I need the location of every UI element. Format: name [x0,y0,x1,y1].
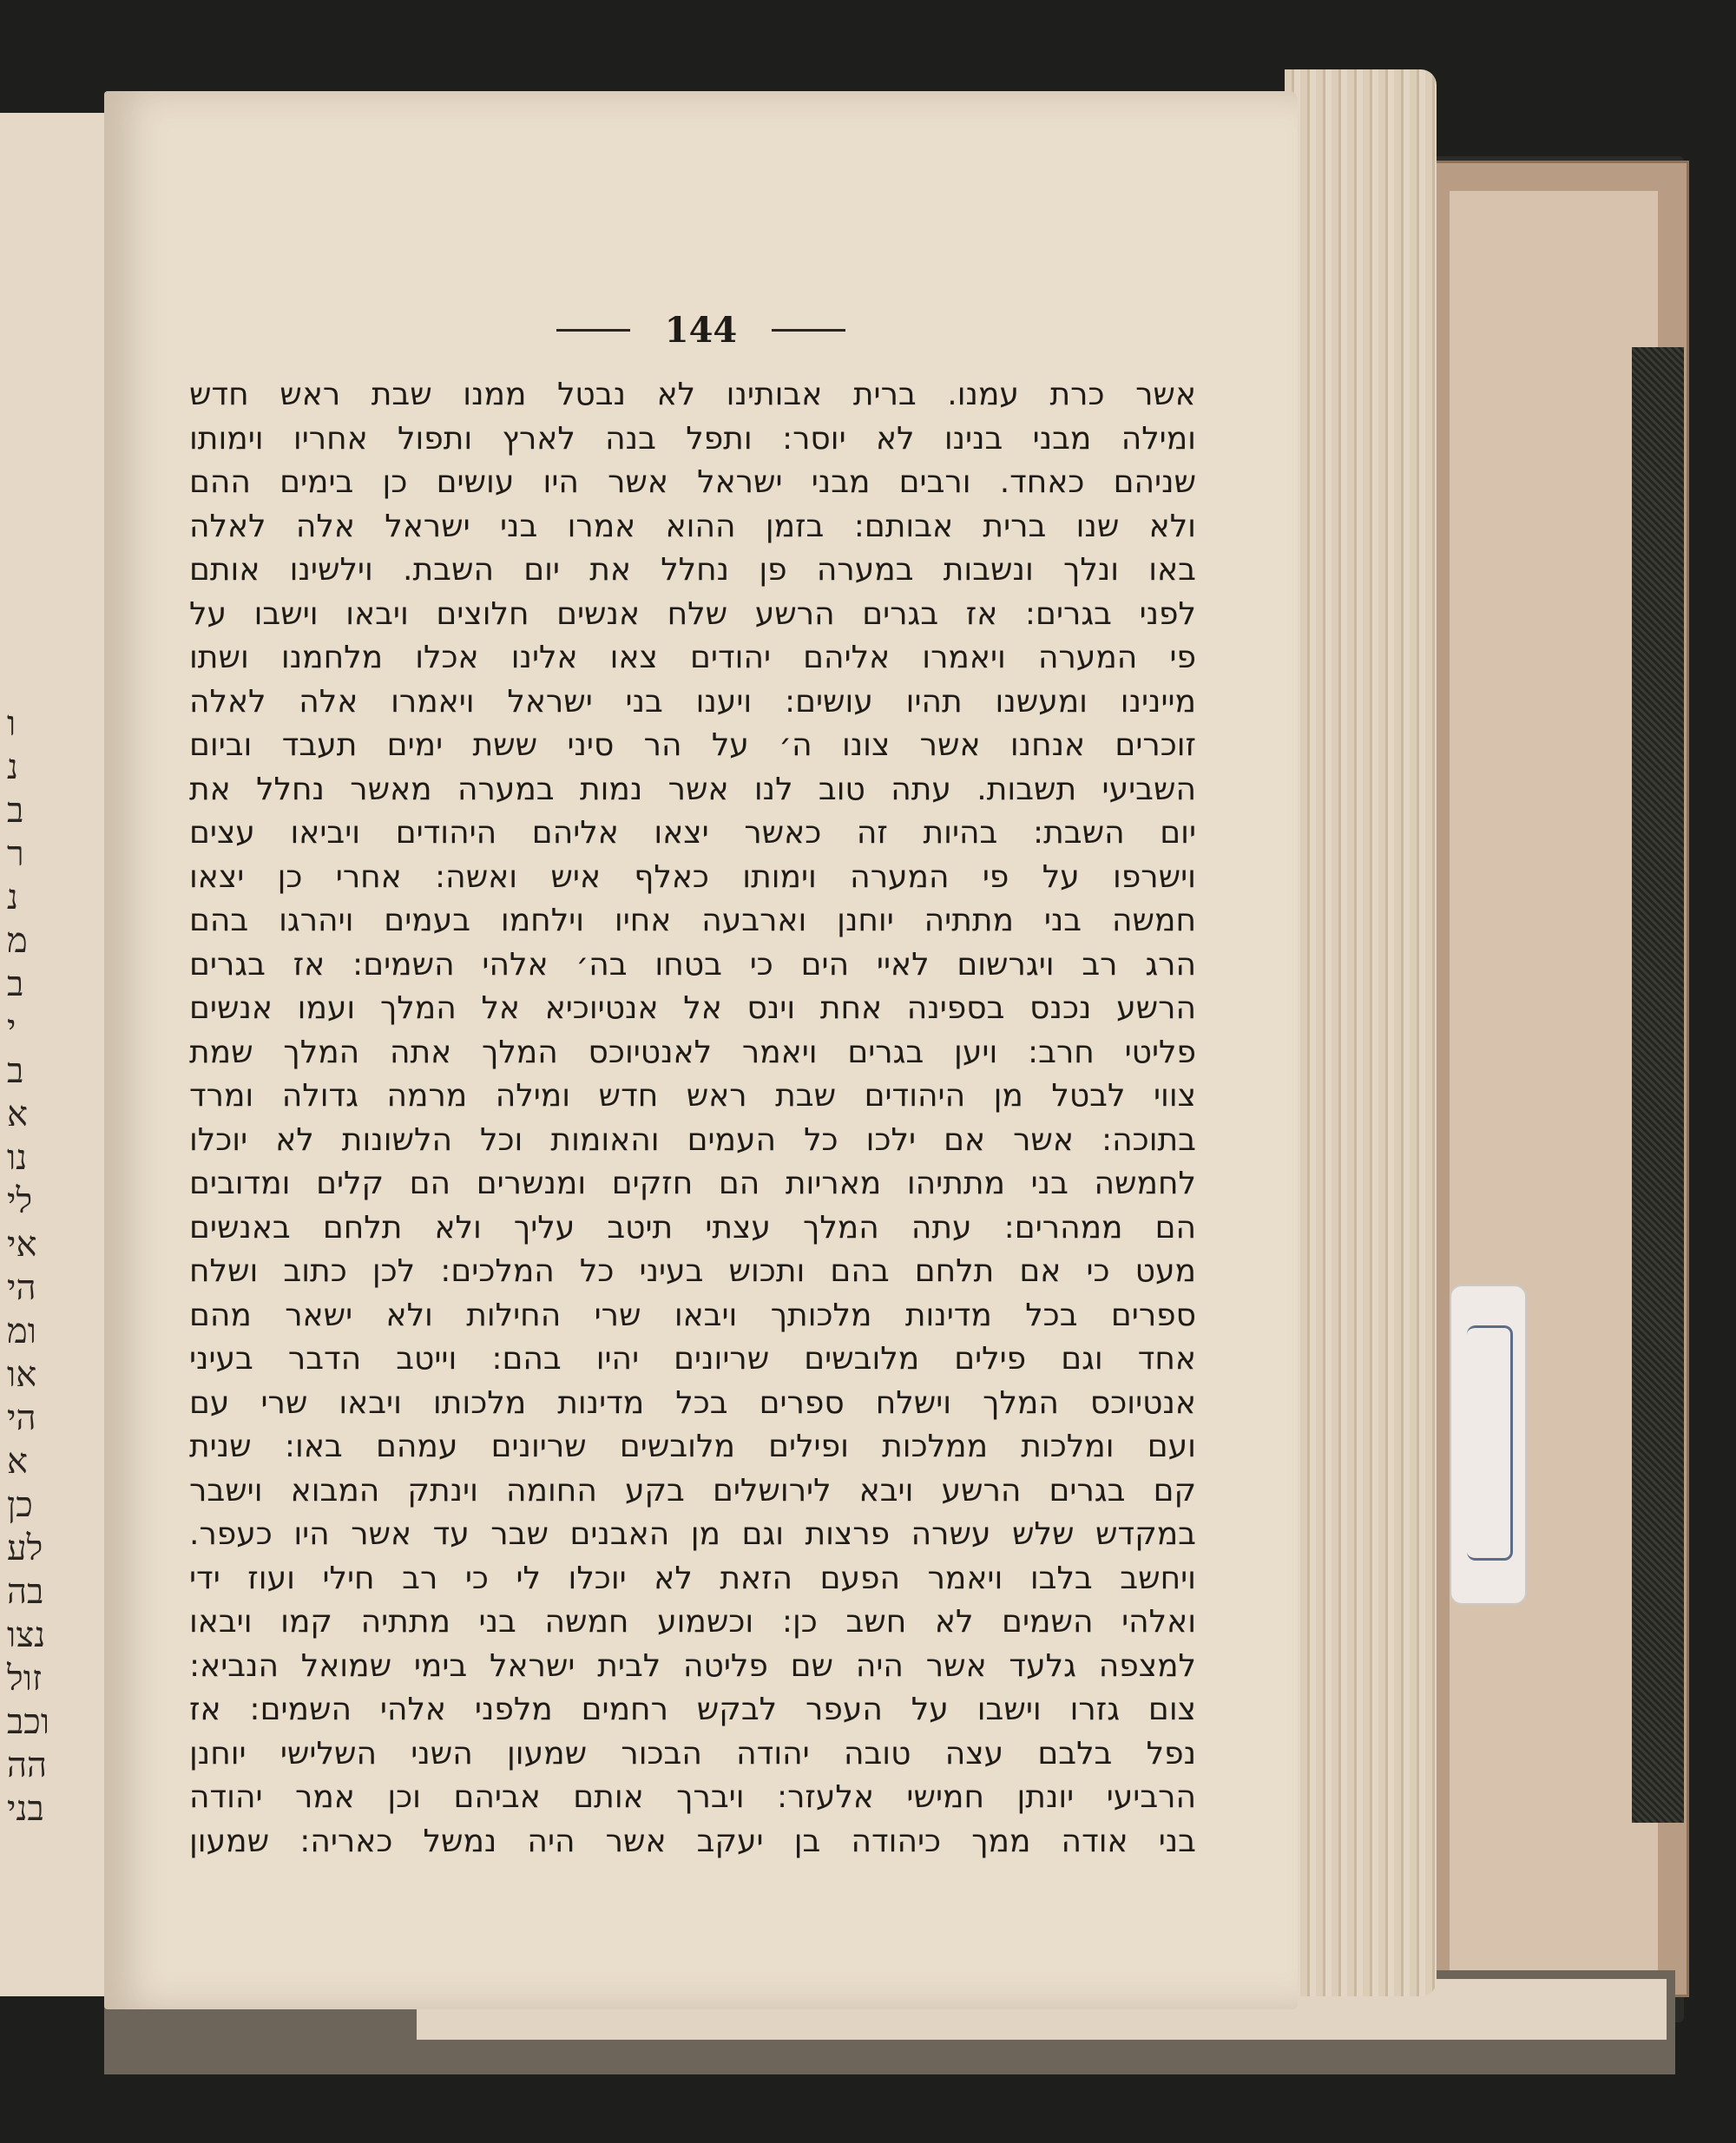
facing-line-fragment: כן [7,1485,33,1525]
text-line: ואלהי השמים לא חשב כן: וכשמוע חמשה בני מתתיה קמו ויבאו [189,1604,1196,1640]
facing-line-fragment: או [7,1355,37,1395]
text-line: אחד וגם פילים מלובשים שריונים יהיו בהם: וייטב הדבר בעיני [189,1341,1196,1377]
facing-line-fragment: הי [7,1398,36,1438]
facing-line-fragment: ר [7,834,24,874]
text-line: הרג רב ויגרשום לאיי הים כי בטחו בה׳ אלהי השמים: אז בגרים [189,946,1196,983]
text-line: באו ונלך ונשבות במערה פן נחלל את יום השבת. וילשינו אותם [189,552,1196,588]
text-line: זוכרים אנחנו אשר צונו ה׳ על הר סיני ששת ימים תעבד וביום [189,727,1196,763]
header-rule-right [772,329,845,332]
text-line: אשר כרת עמנו. ברית אבותינו לא נבטל ממנו שבת ראש חדש [189,377,1196,412]
facing-line-fragment: אי [7,1225,37,1265]
facing-line-fragment: י [7,1008,16,1048]
text-line: הרשע נכנס בספינה אחת וינס אל אנטיוכיא אל המלך ועמו אנשים [189,990,1196,1026]
facing-line-fragment: מ [7,921,28,961]
facing-line-fragment: נו [7,1138,28,1178]
text-line: הם ממהרים: עתה המלך עצתי תיטב עליך ולא תלחם באנשים [189,1209,1196,1246]
text-line: פליטי חרב: ויען בגרים ויאמר לאנטיוכס המלך אתה המלך שמת [189,1034,1196,1070]
text-line: אנטיוכס המלך וישלח ספרים בכל מדינות מלכותו ויבאו שרי עם [189,1384,1196,1421]
facing-line-fragment: ב [7,1051,24,1091]
page-header [104,304,1298,356]
facing-line-fragment: וכב [7,1702,50,1742]
text-line: בתוכה: אשר אם ילכו כל העמים והאומות וכל הלשונות לא יוכלו [189,1121,1196,1158]
text-line: ספרים בכל מדינות מלכותך ויבאו שרי החילות ולא ישאר מהם [189,1297,1196,1333]
text-line: ולא שנו ברית אבותם: בזמן ההוא אמרו בני ישראל אלה לאלה [189,508,1196,544]
facing-line-fragment: הי [7,1268,36,1308]
text-line: מיינינו ומעשנו תהיו עושים: ויענו בני ישראל ויאמרו אלה לאלה [189,683,1196,720]
text-line: צום גזרו וישבו על העפר לבקש רחמים מלפני אלהי השמים: אז [189,1692,1196,1727]
text-line: נפל בלבם עצה טובה יהודה הבכור שמעון השני השלישי יוחנן [189,1735,1196,1772]
text-line: הרביעי יונתן חמישי אלעזר: ויברך אותם אביהם וכן אמר יהודה [189,1779,1196,1815]
text-line: במקדש שלש עשרה פרצות וגם מן האבנים שבר עד אשר היו כעפר. [189,1516,1196,1552]
facing-line-fragment: נ [7,747,19,787]
facing-line-fragment: בה [7,1572,44,1612]
facing-line-fragment: בני [7,1789,44,1829]
text-line: שניהם כאחד. ורבים מבני ישראל אשר היו עושים כן בימים ההם [189,464,1196,500]
text-line: מעט כי אם תלחם בהם ותכוש בעיני כל המלכים: לכן כתוב ושלח [189,1253,1196,1289]
text-line: צווי לבטל מן היהודים שבת ראש חדש ומילה מרמה גדולה ומרד [189,1078,1196,1114]
facing-line-fragment: ב [7,964,24,1004]
text-line: יום השבת: בהיות זה כאשר יצאו אליהם היהודים ויביאו עצים [189,815,1196,851]
text-line: ויחשב בלבו ויאמר הפעם הזאת לא יוכלו לי כי רב חילי ועוז ידי [189,1560,1196,1596]
facing-line-fragment: ומ [7,1311,36,1351]
facing-line-fragment: נ [7,878,19,917]
text-line: ומילה מבני בנינו לא יוסר: ותפל בנה לארץ ותפול אחריו וימותו [189,420,1196,457]
cover-cloth-spine [1632,347,1684,1823]
facing-line-fragment: לי [7,1181,33,1221]
text-line: לפני בגרים: אז בגרים הרשע שלח אנשים חלוצים ויבאו וישבו על [189,595,1196,632]
facing-line-fragment: א [7,1442,29,1482]
text-line: פי המערה ויאמרו אליהם יהודים צאו אלינו אכלו מלחמנו ושתו [189,640,1196,675]
facing-line-fragment: הה [7,1745,48,1785]
facing-page [0,113,111,1996]
text-line: בני אודה ממך כיהודה בן יעקב אשר היה נמשל כאריה: שמעון [189,1823,1196,1859]
text-line: לחמשה בני מתתיהו מאריות הם חזקים ומנשרים הם קלים ומדובים [189,1166,1196,1201]
facing-line-fragment: א [7,1095,29,1134]
text-line: השביעי תשבות. עתה טוב לנו אשר נמות במערה מאשר נחלל את [189,771,1196,807]
book-page [104,91,1298,2009]
facing-line-fragment: לע [7,1528,43,1568]
facing-line-fragment: ו [7,704,16,744]
facing-line-fragment: זול [7,1659,43,1699]
back-cover-paper [1450,191,1658,1970]
text-line: קם בגרים הרשע ויבא לירושלים בקע החומה וינתק המבוא וישבר [189,1472,1196,1509]
text-line: למצפה גלעד אשר היה שם פליטה לבית ישראל בימי שמואל הנביא: [189,1647,1196,1684]
facing-line-fragment: נצו [7,1615,46,1655]
library-tab-label-frame [1467,1325,1513,1561]
header-rule-left [556,329,630,332]
library-tab [1450,1285,1527,1605]
text-line: וישרפו על פי המערה וימותו כאלף איש ואשה: אחרי כן יצאו [189,858,1196,895]
page-text [189,373,1196,1864]
text-line: חמשה בני מתתיה יוחנן וארבעה אחיו וילחמו בעמים ויהרגו בהם [189,903,1196,938]
page-edges [1285,69,1437,1996]
page-number: 144 [664,309,738,351]
text-line: ועם ומלכות ממלכות ופילים מלובשים שריונים עמהם באו: שנית [189,1429,1196,1464]
facing-line-fragment: ב [7,791,24,831]
